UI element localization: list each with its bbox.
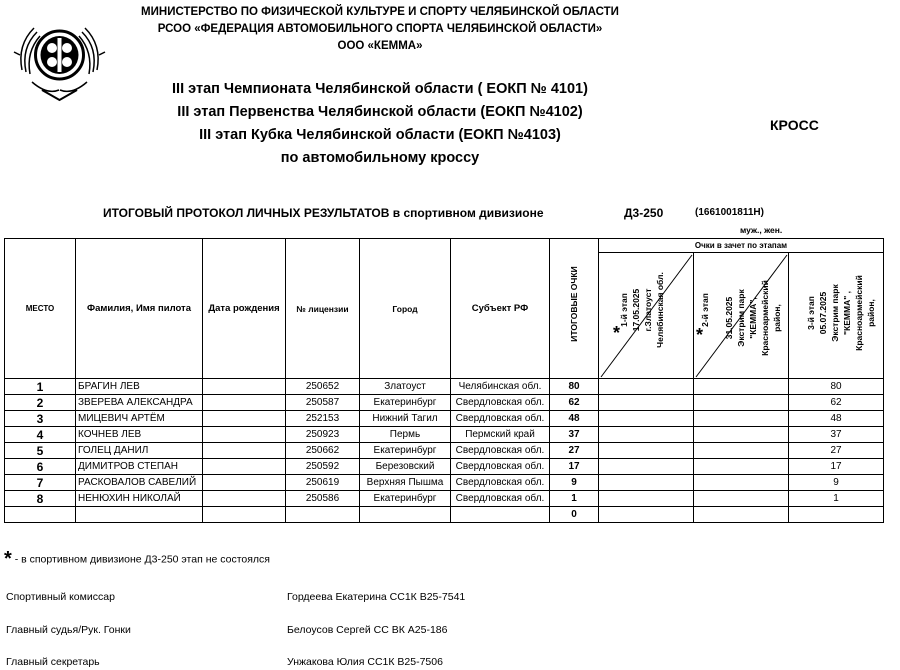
cell-birth (203, 411, 286, 427)
table-row (5, 411, 884, 427)
stage-1-star: * (613, 323, 621, 343)
stage-2-l6: район, (772, 304, 782, 332)
company-title: ООО «КЕММА» (337, 40, 423, 52)
footnote-text: - в спортивном дивизионе Д3-250 этап не состоялся (11, 553, 270, 566)
cell-total: 48 (550, 411, 599, 427)
header-total (550, 239, 599, 379)
stage-2-l5: Красноармейский (760, 280, 770, 356)
header-stages-group: Очки в зачет по этапам (599, 239, 884, 253)
header-license: № лицензии (286, 239, 360, 379)
cell-city: Верхняя Пышма (360, 475, 451, 491)
cell-stage-3: 1 (789, 491, 884, 507)
event-title-4: по автомобильному кроссу (280, 150, 480, 166)
cell-place: 2 (5, 395, 76, 411)
division-code: (1661001811Н) (695, 207, 764, 218)
cell-region: Свердловская обл. (451, 443, 550, 459)
cell-stage-3: 27 (789, 443, 884, 459)
cell-city: Златоуст (360, 379, 451, 395)
table-row (5, 395, 884, 411)
cell-birth (203, 459, 286, 475)
table-row (5, 379, 884, 395)
cell-birth (203, 475, 286, 491)
cell-place: 3 (5, 411, 76, 427)
cell-license: 250652 (286, 379, 360, 395)
cell-name: ДИМИТРОВ СТЕПАН (76, 459, 203, 475)
cell-region: Свердловская обл. (451, 395, 550, 411)
cell-name: КОЧНЕВ ЛЕВ (76, 427, 203, 443)
cell-birth (203, 507, 286, 523)
cell-total: 80 (550, 379, 599, 395)
cell-stage-2 (694, 379, 789, 395)
cell-stage-2 (694, 459, 789, 475)
cell-region: Свердловская обл. (451, 411, 550, 427)
sig-name-chief-judge: Белоусов Сергей СС ВК А25-186 (287, 624, 448, 636)
cell-place: 1 (5, 379, 76, 395)
cell-stage-1 (599, 443, 694, 459)
division-label: Д3-250 (624, 206, 664, 220)
table-row (5, 507, 884, 523)
cell-stage-2 (694, 427, 789, 443)
cell-stage-1 (599, 411, 694, 427)
cell-name (76, 507, 203, 523)
cell-stage-3: 48 (789, 411, 884, 427)
cell-place: 4 (5, 427, 76, 443)
table-row (5, 443, 884, 459)
ministry-title: МИНИСТЕРСТВО ПО ФИЗИЧЕСКОЙ КУЛЬТУРЕ И СПОРТУ ЧЕЛЯБИНСКОЙ ОБЛАСТИ (141, 6, 619, 18)
header-stage-1 (599, 253, 694, 379)
cell-region: Свердловская обл. (451, 491, 550, 507)
event-title-2: III этап Первенства Челябинской области (ЕОКП №4102) (177, 104, 583, 120)
cell-stage-1 (599, 507, 694, 523)
stage-2-l4: "КЕММА", (748, 297, 758, 339)
stage-1-l4: Челябинская обл. (655, 272, 665, 348)
stage-2-l2: 31.05.2025 (724, 296, 734, 340)
table-row (5, 427, 884, 443)
stage-1-l3: г.Златоуст (643, 288, 653, 332)
cell-license: 250587 (286, 395, 360, 411)
cell-total: 27 (550, 443, 599, 459)
header-birth: Дата рождения (203, 239, 286, 379)
sig-name-commissioner: Гордеева Екатерина СС1К В25-7541 (287, 591, 466, 603)
cell-total: 17 (550, 459, 599, 475)
cell-total: 1 (550, 491, 599, 507)
stage-1-l2: 17.05.2025 (631, 288, 641, 332)
cell-name: ЗВЕРЕВА АЛЕКСАНДРА (76, 395, 203, 411)
stage-3-l2: 05.07.2025 (818, 291, 828, 335)
cell-total: 37 (550, 427, 599, 443)
cell-stage-3: 17 (789, 459, 884, 475)
cell-stage-3: 37 (789, 427, 884, 443)
cell-stage-2 (694, 507, 789, 523)
header-stage-2 (694, 253, 789, 379)
cell-stage-1 (599, 475, 694, 491)
cell-license: 252153 (286, 411, 360, 427)
cell-stage-1 (599, 459, 694, 475)
cell-stage-2 (694, 411, 789, 427)
cell-place (5, 507, 76, 523)
cell-city: Екатеринбург (360, 491, 451, 507)
sig-role-chief-judge: Главный судья/Рук. Гонки (6, 624, 131, 636)
cell-total: 9 (550, 475, 599, 491)
cell-region: Пермский край (451, 427, 550, 443)
cell-city: Нижний Тагил (360, 411, 451, 427)
cell-stage-1 (599, 427, 694, 443)
stage-3-l6: район, (866, 299, 876, 327)
sig-role-commissioner: Спортивный комиссар (6, 591, 115, 603)
sig-role-secretary: Главный секретарь (6, 656, 100, 668)
cell-stage-2 (694, 491, 789, 507)
cell-stage-3: 9 (789, 475, 884, 491)
stage-2-l1: 2-й этап (700, 293, 710, 327)
cell-license: 250619 (286, 475, 360, 491)
cell-place: 7 (5, 475, 76, 491)
cell-stage-1 (599, 491, 694, 507)
stage-1-l1: 1-й этап (619, 293, 629, 327)
stage-3-l1: 3-й этап (806, 296, 816, 330)
cell-birth (203, 379, 286, 395)
header-region: Субъект РФ (451, 239, 550, 379)
cell-name: РАСКОВАЛОВ САВЕЛИЙ (76, 475, 203, 491)
federation-title: РСОО «ФЕДЕРАЦИЯ АВТОМОБИЛЬНОГО СПОРТА ЧЕЛЯБИНСКОЙ ОБЛАСТИ» (157, 23, 603, 35)
cell-total: 62 (550, 395, 599, 411)
header-city: Город (360, 239, 451, 379)
cell-city: Березовский (360, 459, 451, 475)
event-title-3: III этап Кубка Челябинской области (ЕОКП №4103) (199, 127, 561, 143)
cell-city: Пермь (360, 427, 451, 443)
cell-region: Челябинская обл. (451, 379, 550, 395)
cell-region (451, 507, 550, 523)
event-title-1: III этап Чемпионата Челябинской области ( ЕОКП № 4101) (172, 81, 588, 97)
cell-stage-3: 80 (789, 379, 884, 395)
footnote-star: * (4, 548, 12, 570)
cell-place: 6 (5, 459, 76, 475)
cell-name: БРАГИН ЛЕВ (76, 379, 203, 395)
gender-label: муж., жен. (740, 225, 783, 235)
cell-birth (203, 443, 286, 459)
cell-license: 250923 (286, 427, 360, 443)
cell-name: ГОЛЕЦ ДАНИЛ (76, 443, 203, 459)
cell-stage-3 (789, 507, 884, 523)
footnote (4, 548, 270, 571)
cell-name: МИЦЕВИЧ АРТЁМ (76, 411, 203, 427)
header-place: МЕСТО (5, 239, 76, 379)
cell-city: Екатеринбург (360, 395, 451, 411)
cell-license: 250662 (286, 443, 360, 459)
header-name: Фамилия, Имя пилота (76, 239, 203, 379)
stage-2-star: * (696, 325, 704, 345)
cell-stage-2 (694, 443, 789, 459)
cell-stage-1 (599, 395, 694, 411)
cell-birth (203, 427, 286, 443)
cell-license: 250592 (286, 459, 360, 475)
results-table (4, 238, 884, 523)
cell-total: 0 (550, 507, 599, 523)
stage-3-l4: "КЕММА" , (842, 291, 852, 335)
cell-license (286, 507, 360, 523)
cell-birth (203, 491, 286, 507)
table-row (5, 491, 884, 507)
cell-birth (203, 395, 286, 411)
cell-place: 5 (5, 443, 76, 459)
cell-name: НЕНЮХИН НИКОЛАЙ (76, 491, 203, 507)
table-row (5, 459, 884, 475)
stage-2-l3: Экстрим парк (736, 289, 746, 347)
header-total-label: ИТОГОВЫЕ ОЧКИ (569, 266, 579, 342)
cell-place: 8 (5, 491, 76, 507)
stage-3-l5: Красноармейский (854, 275, 864, 351)
cell-region: Свердловская обл. (451, 459, 550, 475)
federation-logo (12, 10, 107, 105)
cell-stage-2 (694, 395, 789, 411)
cell-city: Екатеринбург (360, 443, 451, 459)
cell-region: Свердловская обл. (451, 475, 550, 491)
stage-3-l3: Экстрим парк (830, 284, 840, 342)
cell-stage-2 (694, 475, 789, 491)
sig-name-secretary: Унжакова Юлия СС1К В25-7506 (287, 656, 443, 668)
cell-stage-1 (599, 379, 694, 395)
cell-license: 250586 (286, 491, 360, 507)
table-row (5, 475, 884, 491)
protocol-title: ИТОГОВЫЙ ПРОТОКОЛ ЛИЧНЫХ РЕЗУЛЬТАТОВ в спортивном дивизионе (103, 206, 544, 220)
discipline-label: КРОСС (770, 117, 819, 133)
cell-city (360, 507, 451, 523)
cell-stage-3: 62 (789, 395, 884, 411)
header-stage-3 (789, 253, 884, 379)
